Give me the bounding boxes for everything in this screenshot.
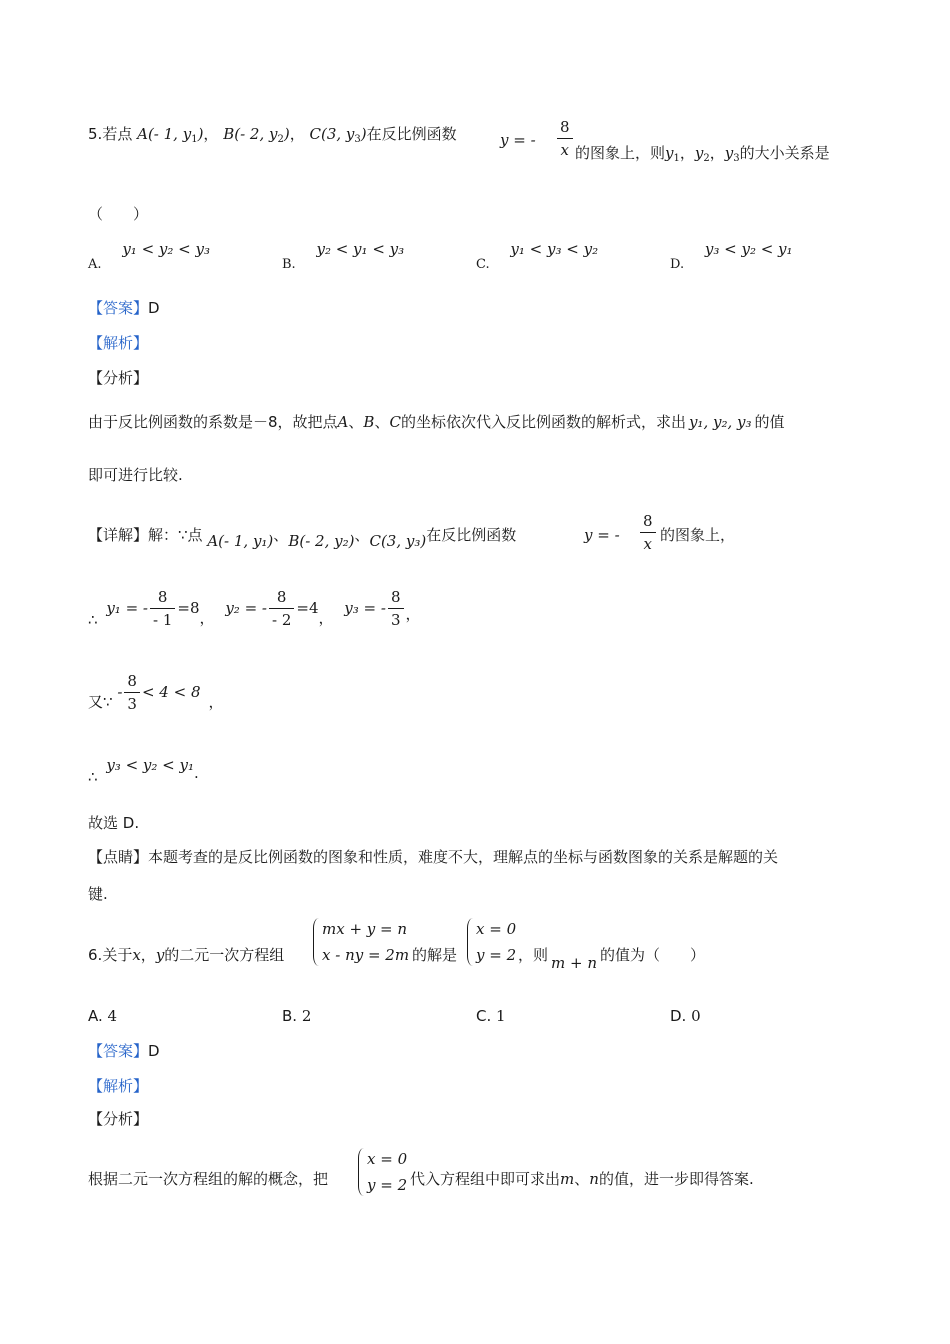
q6-fenxi-b: 代入方程组中即可求出m、n的值，进一步即得答案. bbox=[410, 1170, 754, 1188]
q5-calc-line: ∴ y₁ = - $\frac{8}{- 1}$ =8， y₂ = - $\frac{8}{- 2}$ =4， y₃ = - $\frac{8}{3}$ ， bbox=[88, 588, 421, 629]
q6-jiexi-tag: 【解析】 bbox=[88, 1077, 149, 1095]
q5-answer: 【答案】D bbox=[88, 299, 160, 317]
q5-xiangjie-lhs: y = - bbox=[584, 526, 620, 544]
q5-number: 5. bbox=[88, 125, 103, 143]
q5-jiexi-tag: 【解析】 bbox=[88, 334, 149, 352]
q5-xiangjie-fraction: $\frac{8}{x}$ bbox=[638, 512, 658, 553]
q5-point-b: B(- 2, $y_2$) bbox=[223, 125, 290, 145]
q5-in-func: 在反比例函数 bbox=[366, 125, 457, 143]
q5-choose: 故选 D. bbox=[88, 814, 140, 832]
q6-answer: 【答案】D bbox=[88, 1042, 160, 1060]
q6-equation-system: mx + y = n x - ny = 2m bbox=[310, 916, 411, 968]
q5-xiangjie: 【详解】解：∵点 A(- 1, y₁)、B(- 2, y₂)、C(3, y₃)在反比例函数 bbox=[88, 526, 517, 550]
q6-option-a: A. 4 bbox=[88, 1007, 118, 1025]
q6-stem-a: 6.关于x，y的二元一次方程组 bbox=[88, 946, 285, 964]
q5-fenxi-line2: 即可进行比较. bbox=[88, 466, 183, 484]
q5-fenxi-line1: 由于反比例函数的系数是－8，故把点A、B、C的坐标依次代入反比例函数的解析式，求出 y₁, y₂, y₃ 的值 bbox=[88, 413, 785, 431]
q5-paren: （ ） bbox=[88, 205, 149, 223]
q6-fenxi-tag: 【分析】 bbox=[88, 1110, 149, 1128]
q6-option-c: C. 1 bbox=[476, 1007, 506, 1025]
q5-func-fraction: $\frac{8}{x}$ bbox=[555, 118, 575, 159]
q5-because-line: 又∵ - $\frac{8}{3}$ < 4 < 8， bbox=[88, 672, 224, 713]
q6-fenxi-a: 根据二元一次方程组的解的概念，把 bbox=[88, 1170, 329, 1188]
q6-stem-c: ，则 m + n 的值为（ ） bbox=[518, 946, 706, 972]
q5-func-lhs: y = - bbox=[500, 131, 536, 149]
q5-dianjing-line2: 键. bbox=[88, 885, 108, 903]
q6-fenxi-system: x = 0 y = 2 bbox=[355, 1146, 409, 1198]
q5-stem: 5.若点 A(- 1, $y_1$)， B(- 2, $y_2$)， C(3, $y_3$)在反比例函数 bbox=[88, 125, 457, 145]
q5-option-a: A. y₁ < y₂ < y₃ bbox=[88, 240, 210, 272]
q6-stem-b: 的解是 bbox=[412, 946, 458, 964]
q6-option-b: B. 2 bbox=[282, 1007, 312, 1025]
q5-stem-tail: 的图象上，则$y_1$，$y_2$，$y_3$的大小关系是 bbox=[575, 144, 830, 164]
q5-option-c: C. y₁ < y₃ < y₂ bbox=[476, 240, 599, 272]
q5-point-a: A(- 1, $y_1$) bbox=[137, 125, 204, 145]
q5-fenxi-tag: 【分析】 bbox=[88, 369, 149, 387]
q6-option-d: D. 0 bbox=[670, 1007, 701, 1025]
q5-xiangjie-tail: 的图象上， bbox=[660, 526, 736, 544]
q5-conclusion: ∴ y₃ < y₂ < y₁. bbox=[88, 756, 199, 786]
q6-solution-system: x = 0 y = 2 bbox=[464, 916, 518, 968]
q5-option-d: D. y₃ < y₂ < y₁ bbox=[670, 240, 793, 272]
q5-prefix: 若点 bbox=[102, 125, 133, 143]
q5-point-c: C(3, $y_3$) bbox=[309, 125, 367, 145]
q5-option-b: B. y₂ < y₁ < y₃ bbox=[282, 240, 405, 272]
q5-dianjing-line1: 【点睛】本题考查的是反比例函数的图象和性质，难度不大，理解点的坐标与函数图象的关系是解题的关 bbox=[88, 848, 779, 866]
